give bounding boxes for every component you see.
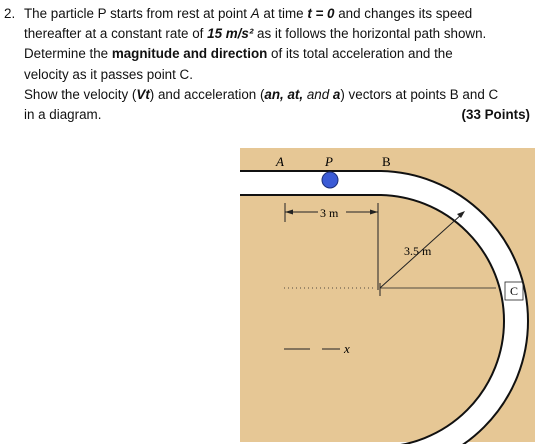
- label-dim-3m: 3 m: [320, 206, 339, 220]
- text-segment: ) and acceleration (: [149, 86, 265, 102]
- text-segment: velocity as it passes point C.: [24, 66, 193, 82]
- text-segment: as it follows the horizontal path shown.: [253, 26, 487, 42]
- total-accel-symbol: a: [332, 86, 341, 102]
- label-p: P: [325, 154, 333, 169]
- label-b: B: [382, 154, 391, 169]
- text-segment: Show the velocity (: [24, 86, 137, 102]
- label-radius: 3.5 m: [404, 244, 432, 258]
- text-segment: ) vectors at points B and C: [340, 86, 499, 102]
- text-segment: of its total acceleration and the: [267, 46, 453, 62]
- text-segment: and changes its speed: [334, 6, 473, 21]
- text-segment: Determine the: [24, 46, 112, 62]
- point-a-ref: A: [250, 6, 260, 21]
- particle-p: [322, 172, 338, 188]
- text-segment: thereafter at a constant rate of: [24, 26, 208, 42]
- velocity-symbol: Vt: [136, 86, 150, 102]
- text-segment: The particle P starts from rest at point: [24, 6, 251, 21]
- text-segment: at time: [259, 6, 308, 21]
- emphasis-text: magnitude and direction: [111, 46, 268, 62]
- points-label: (33 Points): [461, 106, 530, 122]
- label-a: A: [276, 154, 284, 169]
- label-c: C: [510, 284, 519, 298]
- text-segment: and: [303, 86, 333, 102]
- problem-number: 2.: [4, 6, 16, 21]
- text-segment: in a diagram.: [24, 106, 102, 122]
- label-x: x: [344, 341, 350, 356]
- rate-value: 15 m/s²: [207, 26, 254, 42]
- tangential-accel-symbol: at,: [283, 86, 304, 102]
- time-zero: t = 0: [307, 6, 335, 21]
- normal-accel-symbol: an,: [264, 86, 284, 102]
